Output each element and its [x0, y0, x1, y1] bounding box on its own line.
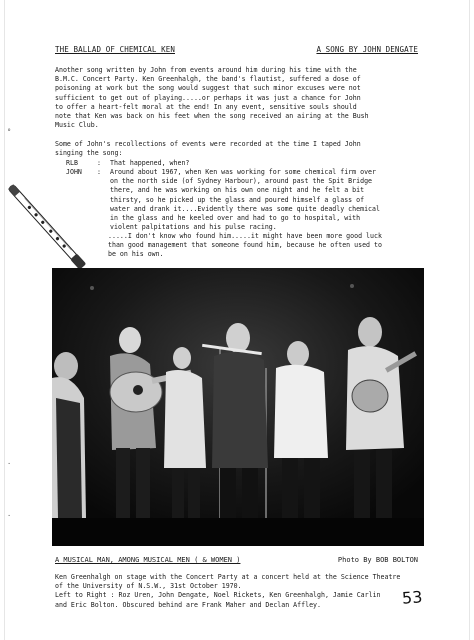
photo-caption-title: A MUSICAL MAN, AMONG MUSICAL MEN ( & WOMEN ) [55, 556, 241, 564]
photo-credit: Photo By BOB BOLTON [337, 556, 418, 564]
speaker-separator: : [97, 168, 101, 176]
flute-illustration [0, 172, 90, 282]
page-number: 53 [401, 587, 423, 608]
speaker-separator: : [97, 159, 101, 167]
stage-scene [52, 268, 424, 546]
page-edge-left [4, 0, 5, 640]
recollection-intro: Some of John's recollections of events were recorded at the time I taped John singing the song: [55, 140, 361, 158]
speaker-rlb: RLB [66, 159, 78, 167]
concert-photograph [52, 268, 424, 546]
intro-paragraph: Another song written by John from events around him during his time with the B.M.C. Concert Party. Ken Greenhalgh, the band's flautist, suffered a dose of poisoning at work but the song would suggest that such minor excuses were not sufficient to get out of playing.....or perhaps it was just a chance for John to offer a heart-felt moral at the end! In any event, sensitive souls should note that Ken was back on his feet when the song received an airing at the Bush Music Club. [55, 66, 369, 130]
speaker-john: JOHN [66, 168, 82, 176]
article-subtitle: A SONG BY JOHN DENGATE [316, 45, 418, 54]
article-title: THE BALLAD OF CHEMICAL KEN [55, 45, 175, 54]
binding-mark: · [7, 460, 12, 468]
binding-mark: ° [7, 128, 12, 136]
dialogue-line-john: Around about 1967, when Ken was working for some chemical firm over on the north side (of Sydney Harbour), around past the Spit Bridge there, and he was working on his own one night and he felt a bit thirsty, so he picked up the glass and poured himself a glass of water and drank it....Evidently there was some quite deadly chemical in the glass and he keeled over and had to go to hospital, with violent palpitations and his pulse racing. [110, 168, 380, 232]
binding-mark: · [7, 512, 12, 520]
photo-description: Ken Greenhalgh on stage with the Concert Party at a concert held at the Science Theatre of the University of N.S.W., 31st October 1970. Left to Right : Roz Uren, John Dengate, Noel Rickets, Ken Greenhalgh, Jamie Carlin and Eric Bolton. Obscured behind are Frank Maher and Declan Affley. [55, 573, 401, 609]
dialogue-line-rlb: That happened, when? [110, 159, 190, 167]
page-edge-right [469, 0, 470, 640]
dialogue-line-john-continued: .....I don't know who found him.....it might have been more good luck than good management that someone found him, because he often used to be on his own. [108, 232, 382, 259]
